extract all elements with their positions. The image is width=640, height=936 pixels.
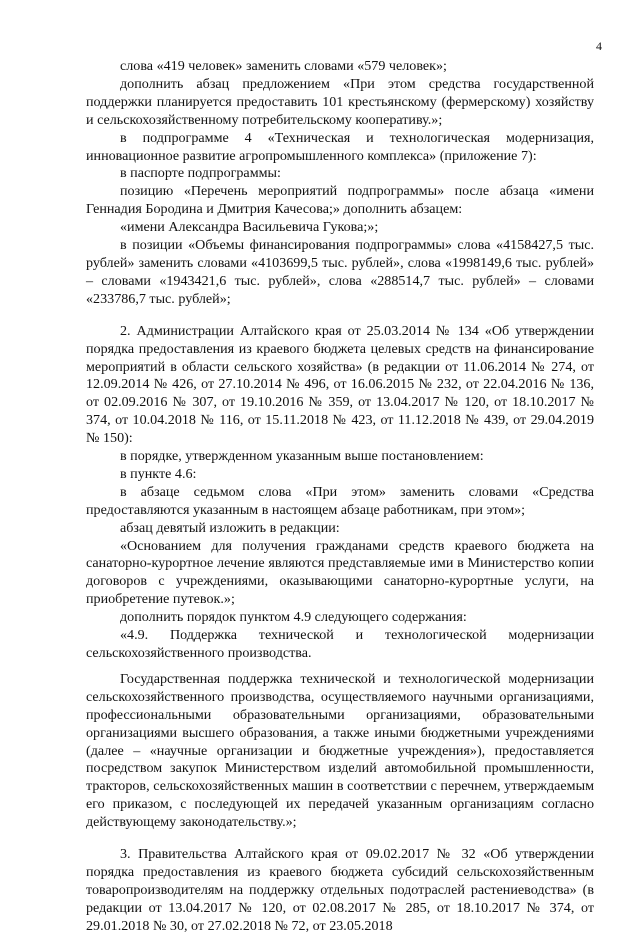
section-paragraph: 3. Правительства Алтайского края от 09.02.2017 № 32 «Об утверждении порядка предоставления из краевого бюджета субсидий сельскохозяйственным товаропроизводителям на поддержку отдельных подотраслей растениеводства» (в редакции от 13.04.2017 № 120, от 02.08.2017 № 285, от 18.10.2017 № 374, от 29.01.2018 № 30, от 27.02.2018 № 72, от 23.05.2018 xyxy=(86,846,594,934)
paragraph: в порядке, утвержденном указанным выше постановлением: xyxy=(120,448,484,465)
paragraph: позицию «Перечень мероприятий подпрограммы» после абзаца «имени Геннадия Бородина и Дмитрия Качесова;» дополнить абзацем: xyxy=(86,183,594,218)
paragraph: слова «419 человек» заменить словами «579 человек»; xyxy=(120,58,447,74)
page-number: 4 xyxy=(596,39,602,53)
paragraph: дополнить порядок пунктом 4.9 следующего содержания: xyxy=(120,609,467,626)
paragraph: «Основанием для получения гражданами средств краевого бюджета на санаторно-курортное лечение являются представляемые ими в Министерство копии договоров с учреждениями, оказывающими санаторно-курортные услуги, на приобретение путевок.»; xyxy=(86,537,594,608)
paragraph: в паспорте подпрограммы: xyxy=(120,165,281,182)
paragraph: в абзаце седьмом слова «При этом» заменить словами «Средства предоставляются указанным в настоящем абзаце работникам, при этом»; xyxy=(86,483,594,518)
paragraph: «имени Александра Васильевича Гукова;»; xyxy=(120,219,379,236)
paragraph: дополнить абзац предложением «При этом средства государственной поддержки планируется предоставить 101 крестьянскому (фермерскому) хозяйству и сельскохозяйственному потребительскому кооперативу.»; xyxy=(86,75,594,128)
paragraph: абзац девятый изложить в редакции: xyxy=(120,519,340,536)
paragraph: в пункте 4.6: xyxy=(120,465,197,482)
document-body xyxy=(86,58,594,936)
paragraph: «4.9. Поддержка технической и технологической модернизации сельскохозяйственного производства. xyxy=(86,627,594,661)
paragraph: Государственная поддержка технической и технологической модернизации сельскохозяйственного производства, осуществляемого научными организациями, профессиональными образовательными организациями, образовательными организациями высшего образования, а также иными бюджетными учреждениями (далее – «научные организации и бюджетные учреждения»), предоставляется посредством закупок Министерством изделий автомобильной промышленности, тракторов, сельскохозяйственных машин в соответствии с перечнем, утверждаемым его приказом, с последующей их передачей указанным организациям согласно действующему законодательству.»; xyxy=(86,670,594,831)
section-paragraph: 2. Администрации Алтайского края от 25.03.2014 № 134 «Об утверждении порядка предоставления из краевого бюджета целевых средств на финансирование мероприятий в области сельского хозяйства» (в редакции от 11.06.2014 № 274, от 12.09.2014 № 426, от 27.10.2014 № 496, от 16.06.2015 № 232, от 22.04.2016 № 136, от 02.09.2016 № 307, от 19.10.2016 № 359, от 13.04.2017 № 120, от 18.10.2017 № 374, от 10.04.2018 № 116, от 15.11.2018 № 423, от 11.12.2018 № 439, от 29.04.2019 № 150): xyxy=(86,322,594,447)
paragraph: в подпрограмме 4 «Техническая и технологическая модернизация, инновационное развитие агропромышленного комплекса» (приложение 7): xyxy=(86,129,594,164)
paragraph: в позиции «Объемы финансирования подпрограммы» слова «4158427,5 тыс. рублей» заменить словами «4103699,5 тыс. рублей», слова «1998149,6 тыс. рублей» – словами «1943421,6 тыс. рублей», слова «288514,7 тыс. рублей» – словами «233786,7 тыс. рублей»; xyxy=(86,237,594,307)
